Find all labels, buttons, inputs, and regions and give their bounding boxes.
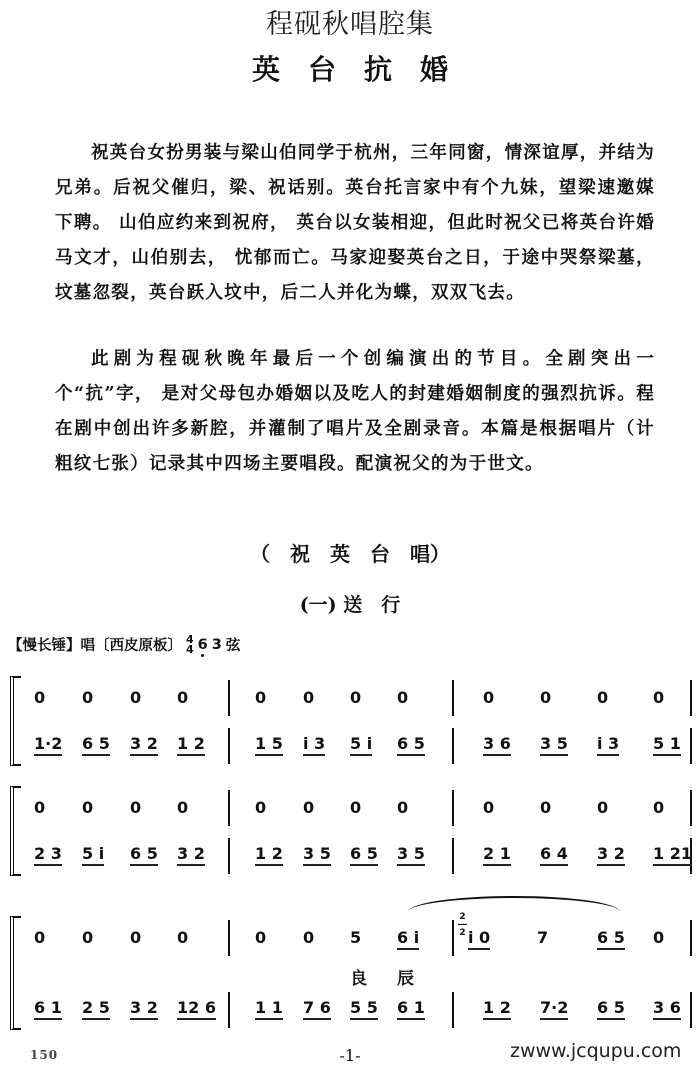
time-sig-top: 4: [186, 632, 194, 646]
role-char: 英: [330, 542, 370, 566]
tempo-prefix: 【慢长锤】唱〔西皮原板〕: [8, 638, 182, 654]
role-label: [0, 538, 700, 567]
role-char: （祝: [250, 542, 330, 566]
accomp-note: 2 3: [34, 844, 62, 866]
voice-note: 0: [177, 688, 189, 707]
voice-row: [10, 688, 700, 718]
accomp-note: 3 6: [483, 734, 511, 756]
accomp-note: 6 5: [130, 844, 158, 866]
voice-note: 0: [34, 688, 46, 707]
voice-note: 0: [34, 798, 46, 817]
voice-note: 0: [653, 928, 665, 947]
tuning-note-b: 3: [211, 636, 222, 653]
voice-note: 0: [255, 928, 267, 947]
voice-note: 0: [303, 798, 315, 817]
role-char: 台: [370, 542, 410, 566]
accomp-note: 3 5: [397, 844, 425, 866]
voice-note: 0: [130, 688, 142, 707]
voice-note: 0: [597, 688, 609, 707]
accomp-note: 3 2: [597, 844, 625, 866]
accomp-note: 1 2: [255, 844, 283, 866]
voice-note: 0: [177, 928, 189, 947]
voice-note: 0: [82, 798, 94, 817]
lyric: 良: [350, 969, 367, 989]
tempo-marking: [8, 634, 240, 655]
intro-paragraph-2: 此剧为程砚秋晚年最后一个创编演出的节目。全剧突出一个“抗”字， 是对父母包办婚姻以及吃人的封建婚姻制度的强烈抗诉。程在剧中创出许多新腔，并灌制了唱片及全剧录音。本篇是根据唱片（计粗纹七张）记录其中四场主要唱段。配演祝父的为于世文。: [55, 349, 655, 474]
voice-note: 0: [350, 798, 362, 817]
accomp-note: i 3: [597, 734, 619, 756]
accomp-note: 5 1: [653, 734, 681, 756]
accomp-note: 3 2: [130, 998, 158, 1020]
accomp-note: 6 5: [350, 844, 378, 866]
accomp-note: 6 5: [82, 734, 110, 756]
accompaniment-row: [10, 844, 700, 874]
voice-note: 0: [34, 928, 46, 947]
accomp-note: 1 2: [177, 734, 205, 756]
voice-note: 6 5: [597, 928, 625, 950]
accomp-note: 1·2: [34, 734, 62, 756]
accomp-note: 5 i: [350, 734, 372, 756]
voice-note: 0: [130, 928, 142, 947]
accomp-note: 7 6: [303, 998, 331, 1020]
accomp-note: 3 5: [303, 844, 331, 866]
accomp-note: 2 1: [483, 844, 511, 866]
accomp-note: 3 2: [130, 734, 158, 756]
voice-note: 0: [540, 688, 552, 707]
accomp-note: 1 5: [255, 734, 283, 756]
accomp-note: i 3: [303, 734, 325, 756]
voice-note: 0: [540, 798, 552, 817]
voice-row: [10, 798, 700, 828]
accomp-note: 7·2: [540, 998, 568, 1020]
voice-row: [10, 928, 700, 958]
slur-mark: [408, 896, 620, 912]
score-system-2: [10, 786, 700, 876]
accomp-note: 6 5: [597, 998, 625, 1020]
accomp-note: 3 6: [653, 998, 681, 1020]
voice-note: 0: [653, 688, 665, 707]
accompaniment-row: [10, 734, 700, 764]
voice-note: 0: [130, 798, 142, 817]
voice-note: 0: [82, 688, 94, 707]
opera-title: 英台抗婚: [251, 53, 476, 86]
book-title: 程砚秋唱腔集: [266, 9, 434, 40]
voice-note: 0: [397, 688, 409, 707]
section-title: (一) 送 行: [299, 594, 401, 616]
voice-note: 0: [597, 798, 609, 817]
voice-note: 0: [177, 798, 189, 817]
accomp-note: 6 1: [34, 998, 62, 1020]
voice-note: 0: [82, 928, 94, 947]
voice-note: 0: [303, 688, 315, 707]
watermark: zwww.jcqupu.com: [510, 1040, 682, 1062]
score-system-1: [10, 676, 700, 766]
score-system-3: [10, 912, 700, 1030]
accomp-note: 5 5: [350, 998, 378, 1020]
lyric: 辰: [397, 969, 414, 989]
voice-note: 0: [397, 798, 409, 817]
accomp-note: 5 i: [82, 844, 104, 866]
voice-note: 0: [350, 688, 362, 707]
voice-note: 0: [483, 798, 495, 817]
voice-note: 5: [350, 928, 362, 947]
accomp-note: 1 21: [653, 844, 692, 866]
time-sig-bottom: 4: [186, 642, 194, 656]
page-number: -1-: [339, 1046, 361, 1065]
voice-note: 7: [537, 928, 549, 947]
voice-note: i 0: [468, 928, 490, 950]
voice-note: 0: [255, 798, 267, 817]
accompaniment-row: [10, 998, 700, 1028]
accomp-note: 6 5: [397, 734, 425, 756]
accomp-note: 1 2: [483, 998, 511, 1020]
page-corner-mark: 150: [30, 1048, 59, 1062]
accomp-note: 3 2: [177, 844, 205, 866]
time-signature: [186, 632, 194, 656]
accomp-note: 12 6: [177, 998, 216, 1020]
accomp-note: 1 1: [255, 998, 283, 1020]
grace-note: 2 ― 2: [458, 912, 467, 938]
voice-note: 0: [483, 688, 495, 707]
voice-note: 0: [653, 798, 665, 817]
voice-note: 6 i: [397, 928, 419, 950]
intro-paragraph-1: 祝英台女扮男装与梁山伯同学于杭州，三年同窗，情深谊厚，并结为兄弟。后祝父催归，梁、祝话别。英台托言家中有个九妹，望梁速邀媒下聘。 山伯应约来到祝府， 英台以女装相迎，但此时祝父已将英台许婚马文才，山伯别去， 忧郁而亡。马家迎娶英台之日，于途中哭祭梁墓，坟墓忽裂，英台跃入坟中，后二人并化为蝶，双双飞去。: [55, 143, 655, 303]
voice-note: 0: [303, 928, 315, 947]
tuning-suffix: 弦: [225, 638, 241, 654]
accomp-note: 6 4: [540, 844, 568, 866]
role-char: 唱）: [410, 542, 450, 566]
accomp-note: 3 5: [540, 734, 568, 756]
tuning-note-a: 6: [197, 636, 208, 653]
accomp-note: 2 5: [82, 998, 110, 1020]
voice-note: 0: [255, 688, 267, 707]
accomp-note: 6 1: [397, 998, 425, 1020]
